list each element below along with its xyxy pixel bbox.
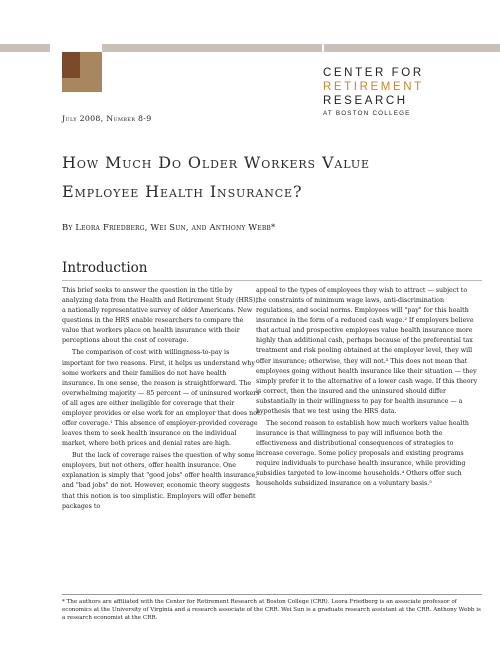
footnote-divider	[62, 594, 482, 595]
author-line: By Leora Friedberg, Wei Sun, and Anthony Webb*	[62, 222, 276, 232]
logo-line-4: AT BOSTON COLLEGE	[323, 110, 411, 117]
body-column-left	[62, 286, 260, 512]
title-line-2: Employee Health Insurance?	[62, 182, 303, 201]
paragraph: appeal to the types of employees they wish to attract — subject to the constraints of minimum wage laws, anti-discrimination regulations, and social norms. Employees will "pay" for this health insurance in the form of a reduced cash wage.² If employers believe that actual and prospective employees value health insurance more highly than additional cash, perhaps because of the preferential tax treatment and risk pooling obtained at the employer level, they will offer insurance; otherwise, they will not.³ This does not mean that employees going without health insurance like their situation — they simply prefer it to the alternative of a lower cash wage. If this theory is correct, then the insured and the uninsured should differ substantially in their willingness to pay for health insurance — a hypothesis that we test using the HRS data.	[256, 287, 478, 415]
title-line-1: How Much Do Older Workers Value	[62, 153, 370, 172]
paragraph: This brief seeks to answer the question in the title by analyzing data from the Health and Retirement Study (HRS), a nationally representative survey of older Americans. New questions in the HRS enable researchers to compare the value that workers place on health insurance with their perceptions about the cost of coverage.	[62, 287, 258, 345]
section-divider	[62, 280, 482, 281]
logo-line-3: RESEARCH	[323, 95, 408, 107]
center-logo	[323, 66, 473, 120]
section-heading: Introduction	[62, 260, 148, 276]
logo-mark-dark-square	[62, 52, 80, 78]
logo-line-1: CENTER FOR	[323, 67, 424, 79]
header-bar-right	[324, 44, 500, 52]
footnote: * The authors are affiliated with the Center for Retirement Research at Boston College (CRR). Leora Friedberg is an associate professor of economics at the University of Virginia and a research associate of the CRR. Wei Sun is a graduate research assistant at the CRR. Anthony Webb is a research economist at the CRR.	[62, 599, 481, 621]
header-bar-left	[0, 44, 50, 52]
logo-line-2: RETIREMENT	[323, 81, 424, 93]
paragraph: The second reason to establish how much workers value health insurance is that willingness to pay will influence both the effectiveness and distributional consequences of strategies to increase coverage. Some policy proposals and existing programs require individuals to purchase health insurance, while providing subsidies targeted to low-income households.⁴ Others offer such households subsidized insurance on a voluntary basis.⁵	[256, 420, 469, 488]
logo-mark-light-square	[80, 52, 102, 78]
logo-mark-bottom-block	[62, 78, 102, 92]
body-column-right	[256, 286, 478, 490]
paragraph: But the lack of coverage raises the question of why some employers, but not others, offer health insurance. One explanation is simply that "good jobs" offer health insurance, and "bad jobs" do not. However, economic theory suggests that this notion is too simplistic. Employers will offer benefit packages to	[62, 452, 258, 510]
header-bar-middle	[102, 44, 322, 52]
issue-date: July 2008, Number 8-9	[62, 114, 152, 123]
page-title	[62, 148, 482, 206]
paragraph: The comparison of cost with willingness-to-pay is important for two reasons. First, it helps us understand why some workers and their families do not have health insurance. In one sense, the reason is straightforward. The overwhelming majority — 85 percent — of uninsured workers of all ages are either ineligible for coverage that their employer provides or else work for an employer that does not offer coverage.¹ This absence of employer-provided coverage leaves them to seek health insurance on the individual market, where both prices and denial rates are high.	[62, 349, 260, 448]
